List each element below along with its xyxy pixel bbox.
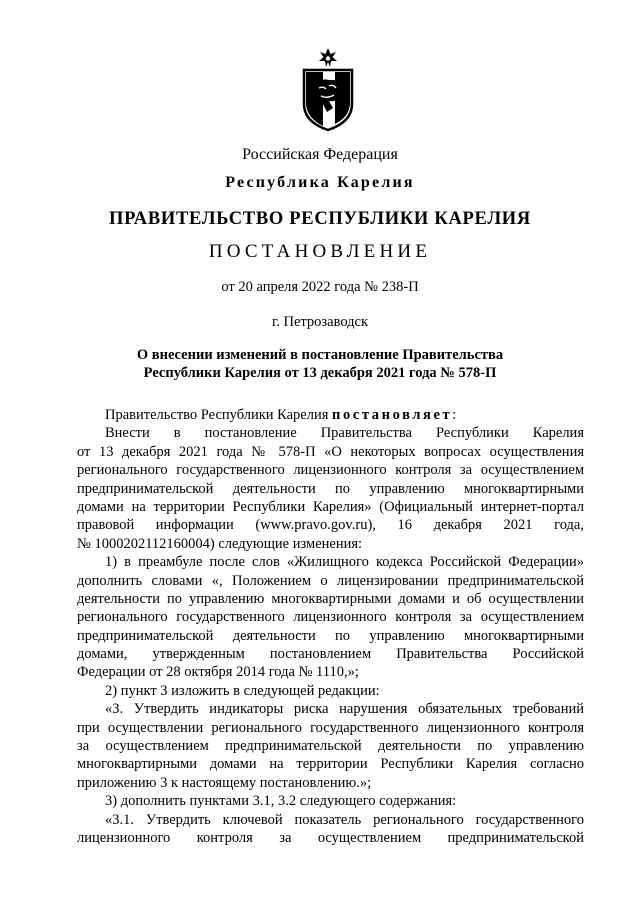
body-line: дополнить словами «, Положением о лицензировании предпринимательской [77, 572, 584, 589]
body-line: предпринимательской деятельности по управлению многоквартирными [77, 627, 584, 644]
subject-line-1: О внесении изменений в постановление Правительства [136, 347, 504, 363]
body-line: деятельности по управлению многоквартирными домами и об осуществлении [77, 590, 584, 607]
karelia-coat-of-arms-icon [299, 46, 357, 132]
country-name: Российская Федерация [242, 146, 398, 163]
body-line: домами на территории Республики Карелия» (Официальный интернет-портал [77, 498, 584, 515]
government-title: ПРАВИТЕЛЬСТВО РЕСПУБЛИКИ КАРЕЛИЯ [109, 209, 531, 229]
date-and-number: от 20 апреля 2022 года № 238-П [221, 279, 419, 295]
preamble-emphasis: постановляет [332, 407, 453, 423]
preamble-end: : [452, 407, 457, 423]
body-line: регионального государственного лицензионного контроля за осуществлением [77, 462, 584, 479]
body-line: 1) в преамбуле после слов «Жилищного кодекса Российской Федерации» [105, 554, 584, 571]
subject-line-2: Республики Карелия от 13 декабря 2021 года № 578-П [143, 365, 497, 381]
body-line: приложению 3 к настоящему постановлению.»; [77, 774, 372, 791]
body-line: Внести в постановление Правительства Республики Карелия [105, 425, 584, 442]
city: г. Петрозаводск [271, 314, 369, 330]
document-body [77, 406, 584, 847]
body-line: «3. Утвердить индикаторы риска нарушения обязательных требований [105, 701, 584, 718]
body-line: за осуществлением предпринимательской деятельности по управлению [77, 738, 584, 755]
preamble-text: Правительство Республики Карелия [105, 407, 333, 423]
body-line: регионального государственного лицензионного контроля за осуществлением [77, 609, 584, 626]
preamble [77, 406, 584, 424]
body-line: при осуществлении регионального государственного лицензионного контроля [77, 719, 584, 736]
body-line: многоквартирными домами на территории Республики Карелия согласно [77, 756, 584, 773]
body-line: от 13 декабря 2021 года № 578-П «О некоторых вопросах осуществления [77, 443, 584, 460]
body-line: 2) пункт 3 изложить в следующей редакции: [105, 682, 380, 699]
body-line: «3.1. Утвердить ключевой показатель регионального государственного [105, 811, 584, 828]
republic-name: Республика Карелия [225, 174, 415, 191]
body-line: лицензионного контроля за осуществлением предпринимательской [77, 829, 584, 846]
body-line: Федерации от 28 октября 2014 года № 1110,»; [77, 664, 359, 681]
body-line: № 1000202112160004) следующие изменения: [77, 535, 363, 552]
body-line: домами, утвержденным постановлением Правительства Российской [77, 646, 584, 663]
body-line: предпринимательской деятельности по управлению многоквартирными [77, 480, 584, 497]
body-line: правовой информации (www.pravo.gov.ru), 16 декабря 2021 года, [77, 517, 584, 534]
body-line: 3) дополнить пунктами 3.1, 3.2 следующего содержания: [105, 793, 457, 810]
document-type: ПОСТАНОВЛЕНИЕ [208, 241, 432, 262]
